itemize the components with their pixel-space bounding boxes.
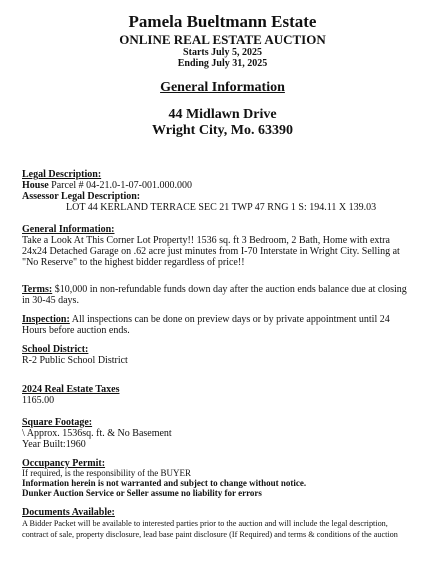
- disclaimer-line-2: Dunker Auction Service or Seller assume no liability for errors: [22, 488, 262, 498]
- estate-title: Pamela Bueltmann Estate: [128, 12, 317, 31]
- disclaimer-line-1: Information herein is not warranted and subject to change without notice.: [22, 478, 307, 488]
- address-city: Wright City, Mo. 63390: [152, 123, 293, 138]
- inspection-line-2: Hours before auction ends.: [22, 325, 130, 336]
- general-info-line-2: 24x24 Detached Garage on .62 acre just minutes from I-70 Interstate in Wright City. Selling at: [22, 246, 400, 257]
- documents-available-heading: Documents Available:: [22, 507, 115, 518]
- square-footage-heading: Square Footage:: [22, 417, 93, 428]
- square-footage-line-1: \ Approx. 1536sq. ft. & No Basement: [22, 428, 172, 439]
- documents-line-1: A Bidder Packet will be available to interested parties prior to the auction and will include the legal description,: [22, 519, 388, 528]
- taxes-heading: 2024 Real Estate Taxes: [22, 384, 120, 395]
- documents-line-2: contract of sale, property disclosure, lead base paint disclosure (If Required) and terms & conditions of the auction: [22, 530, 398, 539]
- auction-subtitle: ONLINE REAL ESTATE AUCTION: [119, 32, 326, 47]
- school-district-heading: School District:: [22, 344, 89, 355]
- assessor-legal-value: LOT 44 KERLAND TERRACE SEC 21 TWP 47 RNG 1 S: 194.11 X 139.03: [66, 202, 377, 213]
- address-street: 44 Midlawn Drive: [168, 107, 277, 122]
- taxes-value: 1165.00: [22, 395, 55, 406]
- general-info-heading: General Information:: [22, 224, 115, 235]
- general-information-title: General Information: [160, 80, 285, 95]
- school-district-value: R-2 Public School District: [22, 355, 128, 366]
- house-label: House: [22, 180, 49, 191]
- occupancy-line-1: If required, is the responsibility of the BUYER: [22, 468, 191, 478]
- occupancy-permit-heading: Occupancy Permit:: [22, 458, 106, 469]
- inspection-text: All inspections can be done on preview days or by private appointment until 24: [69, 314, 390, 325]
- terms-label: Terms:: [22, 284, 53, 295]
- general-info-line-3: "No Reserve" to the highest bidder regardless of price!!: [22, 257, 245, 268]
- auction-start-date: Starts July 5, 2025: [183, 47, 262, 58]
- assessor-legal-label: Assessor Legal Description:: [22, 191, 141, 202]
- year-built: Year Built:1960: [22, 439, 86, 450]
- auction-end-date: Ending July 31, 2025: [177, 58, 268, 69]
- inspection-label: Inspection:: [22, 314, 70, 325]
- general-info-line-1: Take a Look At This Corner Lot Property!! 1536 sq. ft 3 Bedroom, 2 Bath, Home with extra: [22, 235, 390, 246]
- house-parcel-value: Parcel # 04-21.0-1-07-001.000.000: [48, 180, 192, 191]
- terms-text: $10,000 in non-refundable funds down day after the auction ends balance due at closing: [52, 284, 407, 295]
- terms-line-1: [22, 284, 407, 296]
- legal-description-heading: Legal Description:: [22, 169, 102, 180]
- terms-line-2: in 30-45 days.: [22, 295, 79, 306]
